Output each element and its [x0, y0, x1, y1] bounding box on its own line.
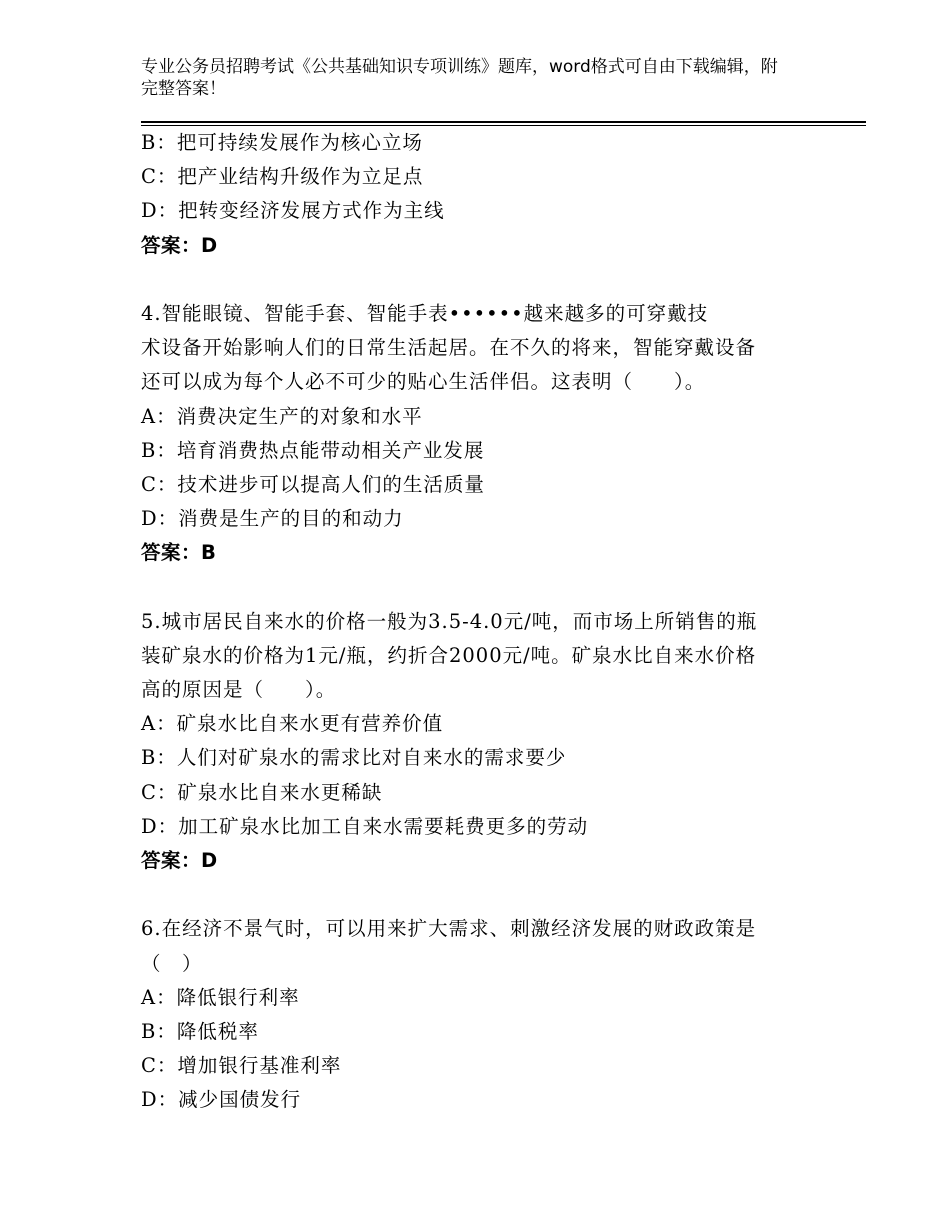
- question-5-stem-line-1: 5.城市居民自来水的价格一般为3.5-4.0元/吨，而市场上所销售的瓶: [141, 609, 758, 633]
- question-content: [141, 126, 811, 1117]
- question-5-option-c: C：矿泉水比自来水更稀缺: [141, 780, 383, 804]
- question-4-option-c: C：技术进步可以提高人们的生活质量: [141, 472, 485, 496]
- question-4-stem-line-1: 4.智能眼镜、智能手套、智能手表••••••越来越多的可穿戴技: [141, 301, 709, 325]
- question-6-option-d: D：减少国债发行: [141, 1088, 302, 1112]
- spacer: [141, 263, 811, 297]
- question-5-option-d: D：加工矿泉水比加工自来水需要耗费更多的劳动: [141, 814, 589, 838]
- question-5: [141, 605, 811, 879]
- page-header: 专业公务员招聘考试《公共基础知识专项训练》题库，word格式可自由下载编辑，附完整答案！: [141, 57, 778, 99]
- question-5-stem-line-3: 高的原因是（ ）。: [141, 678, 337, 701]
- question-6-option-c: C：增加银行基准利率: [141, 1054, 342, 1078]
- question-4-stem-line-2: 术设备开始影响人们的日常生活起居。在不久的将来，智能穿戴设备: [141, 336, 757, 360]
- question-4-answer: 答案：B: [141, 541, 217, 565]
- question-3-option-c: C：把产业结构升级作为立足点: [141, 165, 424, 189]
- question-3-option-b: B：把可持续发展作为核心立场: [141, 131, 423, 154]
- question-5-option-a: A：矿泉水比自来水更有营养价值: [141, 712, 444, 736]
- question-6-stem-line-1: 6.在经济不景气时，可以用来扩大需求、刺激经济发展的财政政策是: [141, 917, 757, 941]
- question-4: [141, 297, 811, 571]
- question-4-option-d: D：消费是生产的目的和动力: [141, 507, 404, 531]
- question-6-stem-line-2: （ ）: [141, 951, 203, 975]
- question-5-answer: 答案：D: [141, 848, 218, 872]
- question-4-option-b: B：培育消费热点能带动相关产业发展: [141, 438, 485, 462]
- spacer: [141, 878, 811, 912]
- question-4-stem-line-3: 还可以成为每个人必不可少的贴心生活伴侣。这表明（ ）。: [141, 370, 706, 394]
- question-6-option-b: B：降低税率: [141, 1019, 259, 1043]
- question-6-option-a: A：降低银行利率: [141, 985, 300, 1009]
- question-3-option-d: D：把转变经济发展方式作为主线: [141, 199, 445, 223]
- question-3: [141, 126, 811, 263]
- question-4-option-a: A：消费决定生产的对象和水平: [141, 404, 423, 428]
- question-5-option-b: B：人们对矿泉水的需求比对自来水的需求要少: [141, 746, 567, 770]
- header-rule-thick: [141, 121, 866, 123]
- spacer: [141, 570, 811, 604]
- question-3-answer: 答案：D: [141, 233, 218, 257]
- question-5-stem-line-2: 装矿泉水的价格为1元/瓶，约折合2000元/吨。矿泉水比自来水价格: [141, 643, 757, 667]
- question-6: [141, 912, 811, 1117]
